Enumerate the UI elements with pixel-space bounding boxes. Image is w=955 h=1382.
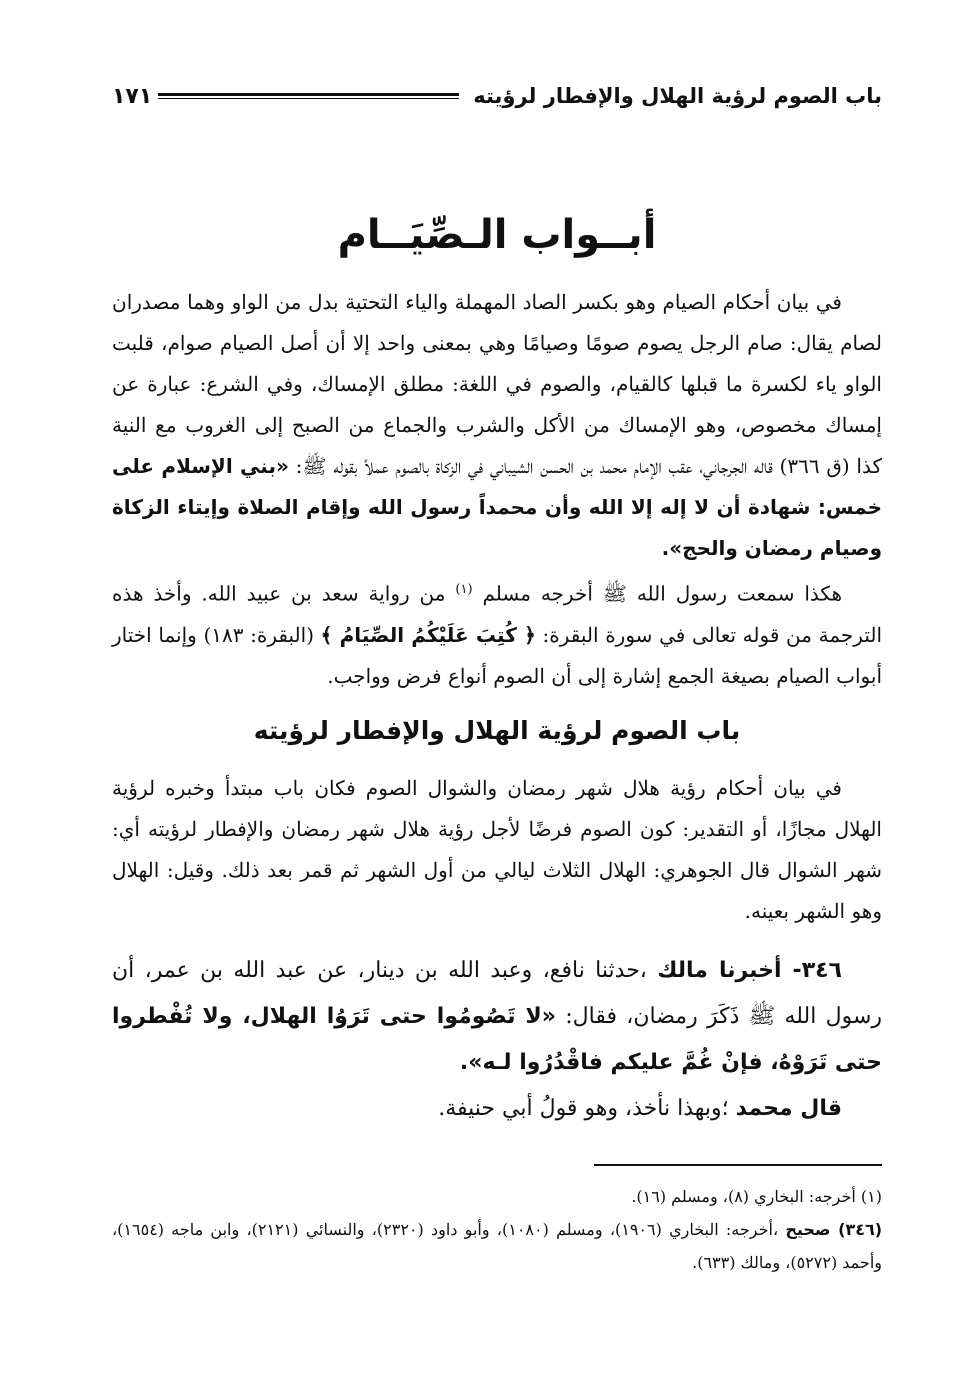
footnote-1: (١) أخرجه: البخاري (٨)، ومسلم (١٦).: [631, 1187, 882, 1206]
intro-paragraph-2: [112, 569, 882, 697]
hadith-chain: ،حدثنا نافع، وعبد الله بن دينار، عن عبد الله بن عمر، أن رسول الله ﷺ ذَكَرَ رمضان، فقال:: [112, 958, 882, 1029]
page-number: ١٧١: [112, 83, 153, 109]
footnote-346-text: ،أخرجه: البخاري (١٩٠٦)، ومسلم (١٠٨٠)، وأبو داود (٢٣٢٠)، والنسائي (٢١٢١)، وابن ماجه (١٦٥٤)، وأحمد (٥٢٧٢)، ومالك (٦٣٣).: [112, 1220, 882, 1272]
footnote-rule: [594, 1164, 882, 1166]
quran-verse: ﴿ كُتِبَ عَلَيْكُمُ الصِّيَامُ ﴾: [320, 622, 536, 647]
header-rule: [158, 93, 459, 99]
intro-p2-text-a: هكذا سمعت رسول الله ﷺ أخرجه مسلم: [482, 581, 843, 606]
hadith-number-lead: ٣٤٦- أخبرنا مالك: [657, 958, 842, 983]
intro-section: [112, 282, 882, 697]
footnote-346-lead: (٣٤٦) صحيح: [785, 1220, 883, 1239]
running-header: [112, 78, 882, 114]
closing-text: ؛وبهذا نأخذ، وهو قولُ أبي حنيفة.: [438, 1096, 729, 1121]
running-title: باب الصوم لرؤية الهلال والإفطار لرؤيته: [473, 84, 882, 108]
section-explanation: [112, 768, 882, 932]
hadith-closing: [112, 1086, 882, 1132]
hadith-block: [112, 948, 882, 1132]
intro-p1-quote: «بني الإسلام على خمس: شهادة أن لا إله إلا الله وأن محمداً رسول الله وإقام الصلاة وإيتاء الزكاة وصيام رمضان والحج».: [112, 454, 882, 560]
closing-lead: قال محمد: [735, 1096, 842, 1121]
section-heading: باب الصوم لرؤية الهلال والإفطار لرؤيته: [253, 716, 741, 745]
section-text: في بيان أحكام رؤية هلال شهر رمضان والشوال الصوم فكان باب مبتدأ وخبره لرؤية الهلال مجازًا، أو التقدير: كون الصوم فرضًا لأجل رؤية هلال شهر رمضان والإفطار لرؤيته أي: شهر الشوال قال الجوهري: الهلال الثلاث ليالي من أول الشهر ثم قمر بعد ذلك. وقيل: الهلال وهو الشهر بعينه.: [112, 776, 882, 923]
hadith-quote: «لا تَصُومُوا حتى تَرَوُا الهلال، ولا تُفْطروا حتى تَرَوْهُ، فإنْ غُمَّ عليكم فاقْدُرُوا لـه».: [112, 1004, 882, 1075]
intro-paragraph-1: [112, 282, 882, 569]
main-heading: أبــواب الـصِّيَــام: [337, 212, 657, 258]
footnote-346: [112, 1213, 882, 1279]
intro-p2-text-c: (البقرة: ١٨٣) وإنما اختار أبواب الصيام بصيغة الجمع إشارة إلى أن الصوم أنواع فرض وواجب.: [112, 622, 882, 688]
intro-p1-text: في بيان أحكام الصيام وهو بكسر الصاد المهملة والياء التحتية بدل من الواو وهما مصدران لصام يقال: صام الرجل يصوم صومًا وصيامًا وهي بمعنى واحد إلا أن أصل الصيام صوام، قلبت الواو ياء لكسرة ما قبلها كالقيام، والصوم في اللغة: مطلق الإمساك، وفي الشرع: عبارة عن إمساك مخصوص، وهو الإمساك من الأكل والشرب والجماع من الصبح إلى الغروب مع النية كذا (ق ٣٦٦) قاله الجرجاني، عقب الإمام محمد بن الحسن الشيباني في الزكاة بالصوم عملاً بقوله ﷺ:: [112, 290, 882, 478]
footnotes: [112, 1180, 882, 1279]
footnote-ref-1: (١): [455, 582, 473, 597]
intro-p2-text-b: من رواية سعد بن عبيد الله. وأخذ هذه الترجمة من قوله تعالى في سورة البقرة:: [112, 581, 883, 647]
hadith-paragraph: [112, 948, 882, 1086]
